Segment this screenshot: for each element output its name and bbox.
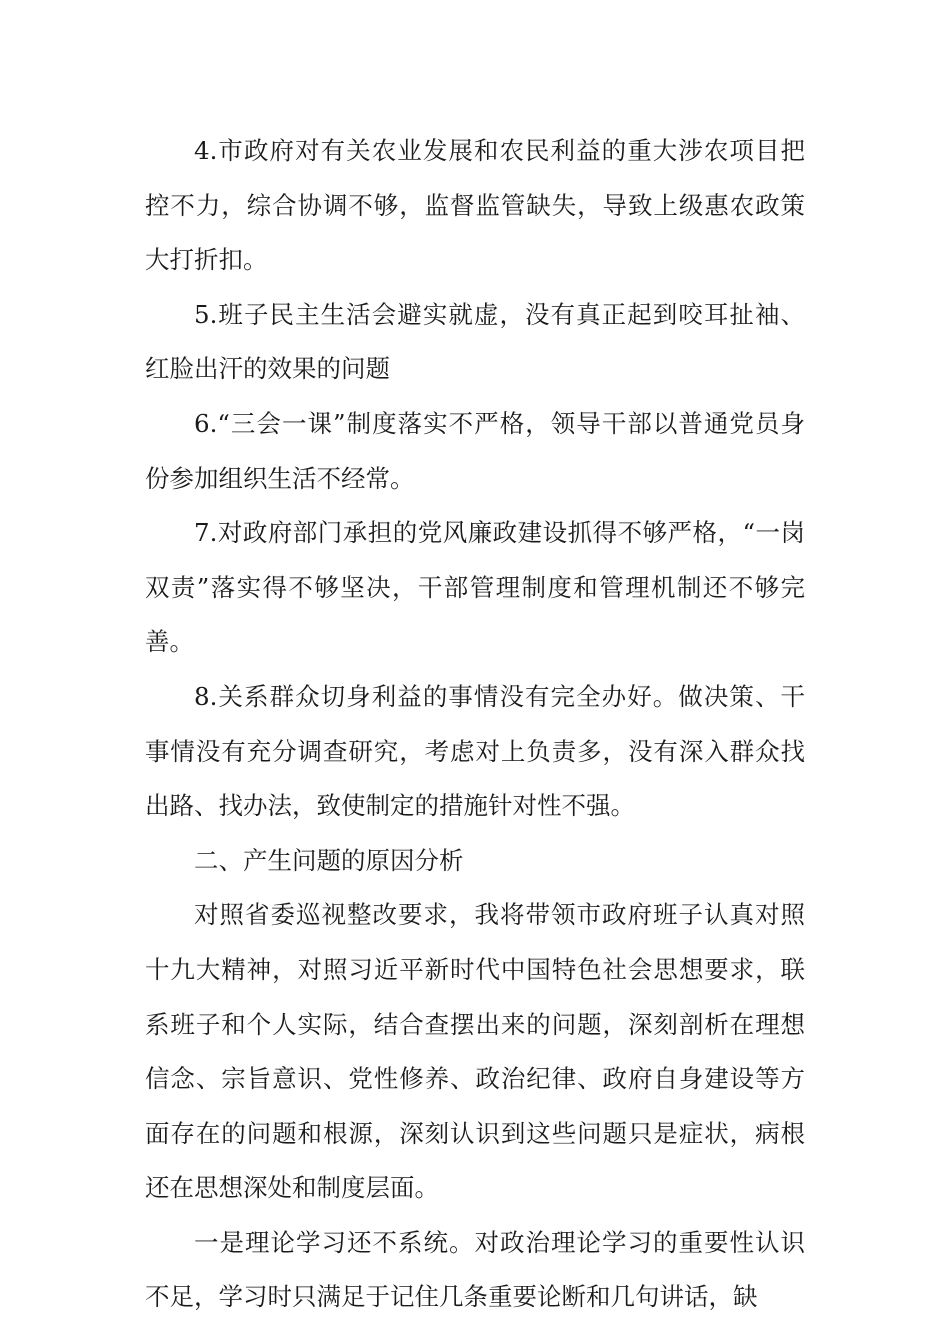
issue-item-4: 4.市政府对有关农业发展和农民利益的重大涉农项目把控不力，综合协调不够，监督监管缺失，导致上级惠农政策大打折扣。 bbox=[145, 136, 805, 275]
document-page bbox=[145, 124, 805, 1325]
issue-item-8: 8.关系群众切身利益的事情没有完全办好。做决策、干事情没有充分调查研究，考虑对上负责多，没有深入群众找出路、找办法，致使制定的措施针对性不强。 bbox=[145, 681, 805, 821]
issue-item-7: 7.对政府部门承担的党风廉政建设抓得不够严格，“一岗双责”落实得不够坚决，干部管理制度和管理机制还不够完善。 bbox=[145, 518, 805, 657]
issue-item-5: 5.班子民主生活会避实就虚，没有真正起到咬耳扯袖、红脸出汗的效果的问题 bbox=[145, 299, 805, 384]
analysis-intro-paragraph: 对照省委巡视整改要求，我将带领市政府班子认真对照十九大精神，对照习近平新时代中国特色社会思想要求，联系班子和个人实际，结合查摆出来的问题，深刻剖析在理想信念、宗旨意识、党性修养、政治纪律、政府自身建设等方面存在的问题和根源，深刻认识到这些问题只是症状，病根还在思想深处和制度层面。 bbox=[145, 900, 805, 1203]
issue-item-6: 6.“三会一课”制度落实不严格，领导干部以普通党员身份参加组织生活不经常。 bbox=[145, 408, 805, 493]
analysis-point-1: 一是理论学习还不系统。对政治理论学习的重要性认识不足，学习时只满足于记住几条重要论断和几句讲话，缺 bbox=[145, 1227, 805, 1312]
section-heading: 二、产生问题的原因分析 bbox=[194, 845, 464, 875]
